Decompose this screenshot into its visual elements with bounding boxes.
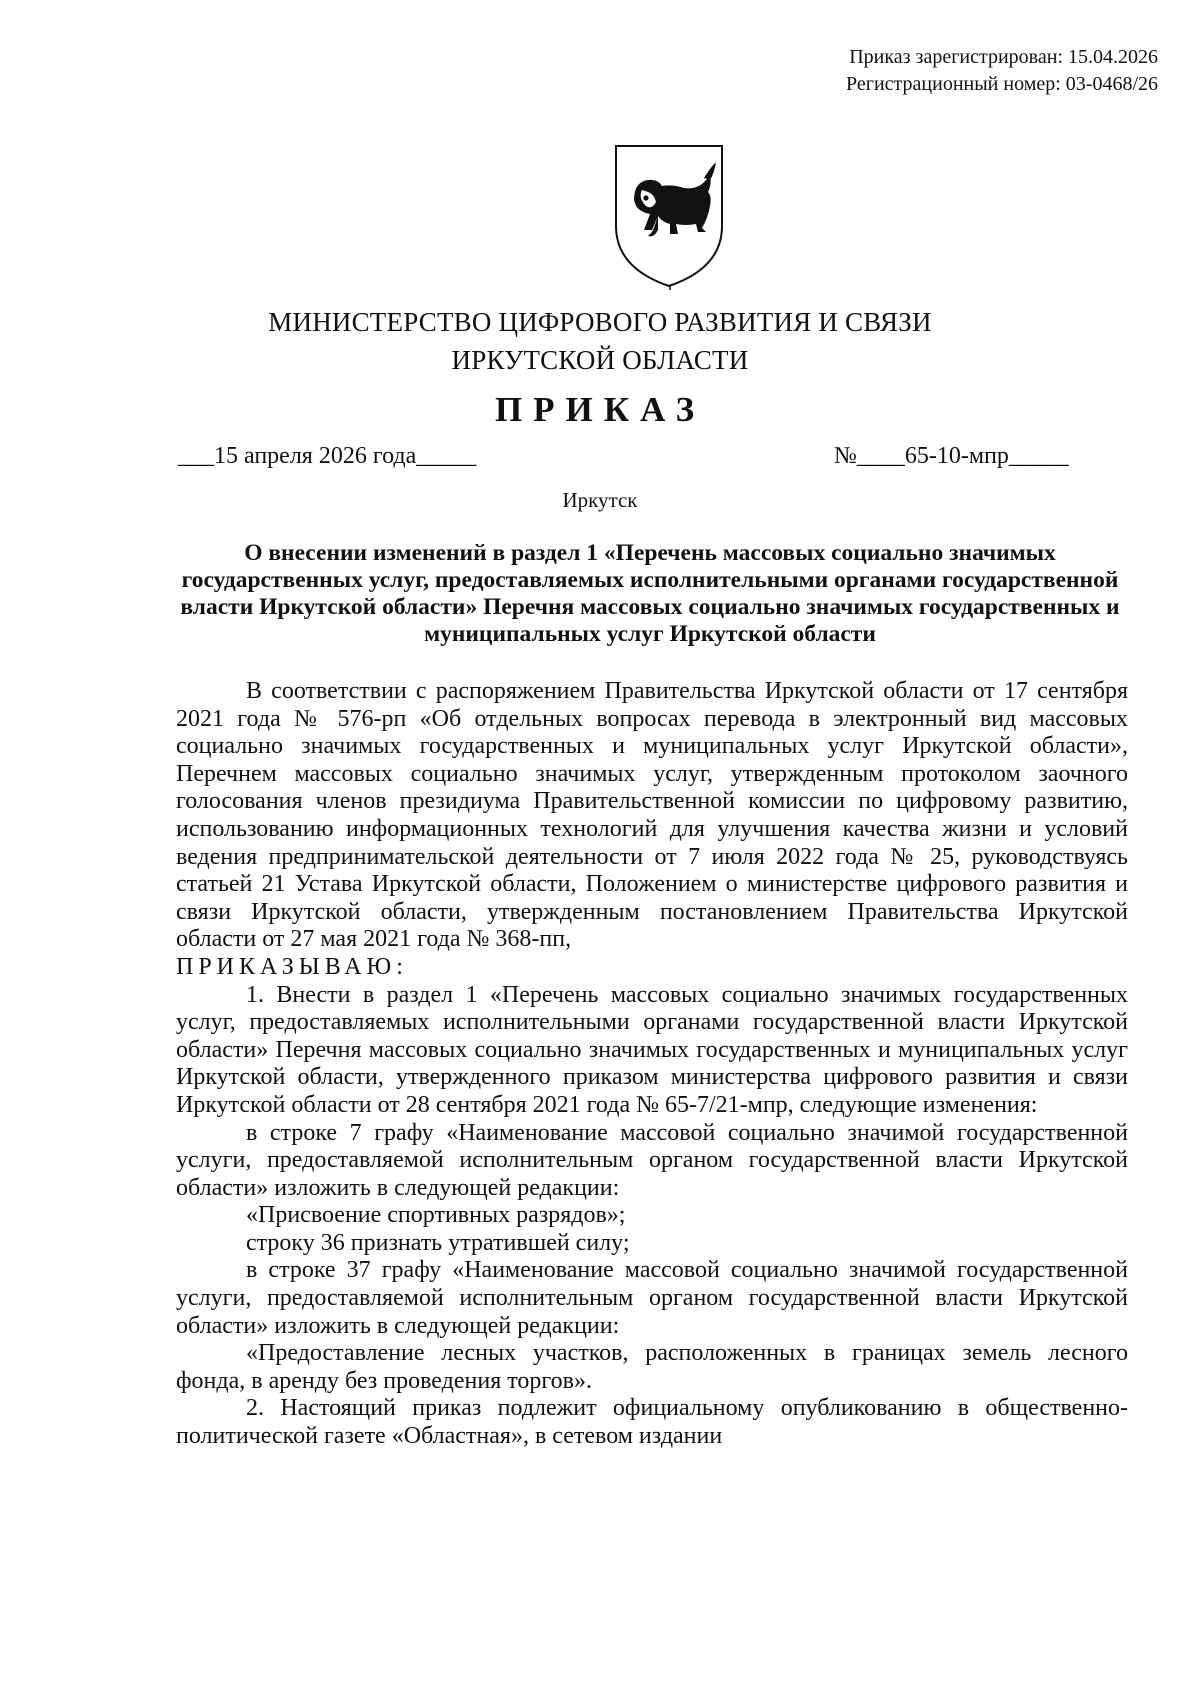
- ministry-name-line2: ИРКУТСКОЙ ОБЛАСТИ: [451, 345, 749, 375]
- registration-date: Приказ зарегистрирован: 15.04.2026: [849, 46, 1158, 68]
- document-body: [176, 678, 1128, 1451]
- item-2-paragraph: 2. Настоящий приказ подлежит официальному опубликованию в общественно-политической газете «Областная», в сетевом издании: [176, 1395, 1128, 1450]
- coat-of-arms-emblem-icon: [612, 140, 726, 290]
- order-word: ПРИКАЗЫВАЮ:: [176, 953, 408, 980]
- registration-stamp: [846, 44, 1158, 98]
- row-7-paragraph: в строке 7 графу «Наименование массовой социально значимой государственной услуги, предоставляемой исполнительным органом государственной власти Иркутской области» изложить в следующей редакции:: [176, 1119, 1128, 1201]
- row-36-paragraph: строку 36 признать утратившей силу;: [246, 1229, 630, 1256]
- document-date: ___15 апреля 2026 года_____: [178, 443, 477, 469]
- preamble-paragraph: В соответствии с распоряжением Правительства Иркутской области от 17 сентября 2021 года № 576-рп «Об отдельных вопросах перевода в электронный вид массовых социально значимых государственных и муниципальных услуг Иркутской области», Перечнем массовых социально значимых услуг, утвержденным протоколом заочного голосования членов президиума Правительственной комиссии по цифровому развитию, использованию информационных технологий для улучшения качества жизни и условий ведения предпринимательской деятельности от 7 июля 2022 года № 25, руководствуясь статьей 21 Устава Иркутской области, Положением о министерстве цифрового развития и связи Иркутской области, утвержденным постановлением Правительства Иркутской области от 27 мая 2021 года № 368-пп,: [176, 678, 1128, 953]
- document-number: №____65-10-мпр_____: [834, 443, 1069, 469]
- ministry-name-line1: МИНИСТЕРСТВО ЦИФРОВОГО РАЗВИТИЯ И СВЯЗИ: [268, 307, 932, 337]
- document-heading: О внесении изменений в раздел 1 «Перечень массовых социально значимых государственных услуг, предоставляемых исполнительными органами государственной власти Иркутской области» Перечня массовых социально значимых государственных и муниципальных услуг Иркутской области: [180, 540, 1120, 647]
- document-title: ПРИКАЗ: [494, 390, 706, 429]
- row-7-new-text: «Присвоение спортивных разрядов»;: [246, 1202, 626, 1229]
- row-37-new-text: «Предоставление лесных участков, расположенных в границах земель лесного фонда, в аренду без проведения торгов».: [176, 1340, 1128, 1394]
- row-37-paragraph: в строке 37 графу «Наименование массовой социально значимой государственной услуги, предоставляемой исполнительным органом государственной власти Иркутской области» изложить в следующей редакции:: [176, 1257, 1128, 1339]
- document-city: Иркутск: [562, 488, 638, 512]
- item-1-paragraph: 1. Внести в раздел 1 «Перечень массовых социально значимых государственных услуг, предоставляемых исполнительными органами государственной власти Иркутской области» Перечня массовых социально значимых государственных и муниципальных услуг Иркутской области, утвержденного приказом министерства цифрового развития и связи Иркутской области от 28 сентября 2021 года № 65-7/21-мпр, следующие изменения:: [176, 981, 1128, 1118]
- registration-number: Регистрационный номер: 03-0468/26: [846, 73, 1158, 95]
